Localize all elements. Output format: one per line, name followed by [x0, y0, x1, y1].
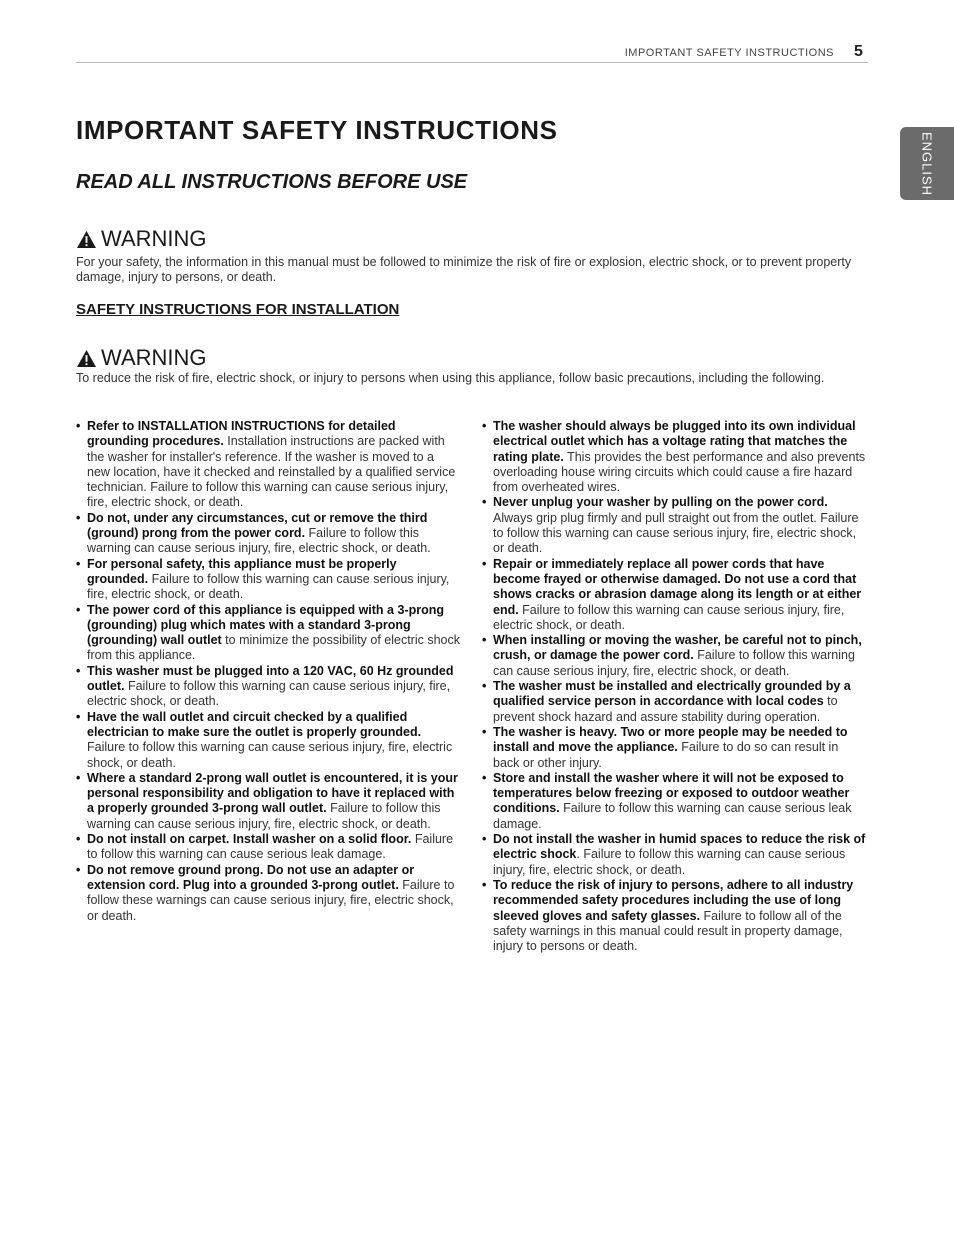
list-item: • Store and install the washer where it will not be exposed to temperatures below freezing or exposed to outdoor weather conditions. Failure to follow this warning can cause serious leak damage.	[482, 770, 852, 831]
warning-label-2: WARNING	[101, 345, 207, 370]
page-title: IMPORTANT SAFETY INSTRUCTIONS	[76, 115, 558, 145]
list-item: • The washer must be installed and electrically grounded by a qualified service person in accordance with local codes to prevent shock hazard and assure stability during operation.	[482, 679, 851, 724]
warning-label-1: WARNING	[101, 226, 207, 251]
list-item: • To reduce the risk of injury to persons, adhere to all industry recommended safety procedures including the use of long sleeved gloves and safety glasses. Failure to follow all of the safety warnings in this manual could result in property damage, injury to persons or death.	[482, 877, 854, 954]
list-item: • Repair or immediately replace all power cords that have become frayed or otherwise damaged. Do not use a cord that shows cracks or abrasion damage along its length or at either end. Failure to follow this warning can cause serious injury, fire, electric shock, or death.	[482, 556, 862, 632]
list-item: • This washer must be plugged into a 120 VAC, 60 Hz grounded outlet. Failure to follow this warning can cause serious injury, fire, electric shock, or death.	[76, 663, 454, 709]
list-item: • When installing or moving the washer, be careful not to pinch, crush, or damage the power cord. Failure to follow this warning can cause serious injury, fire, electric shock, or death.	[482, 633, 862, 678]
list-item: • Do not install on carpet. Install washer on a solid floor. Failure to follow this warning can cause serious leak damage.	[76, 832, 454, 862]
warning-heading-2	[76, 345, 207, 371]
warning-text-2: To reduce the risk of fire, electric shock, or injury to persons when using this appliance, follow basic precautions, including the following.	[76, 371, 825, 385]
list-item: • The power cord of this appliance is equipped with a 3-prong (grounding) plug which mates with a standard 3-prong (grounding) wall outlet to minimize the possibility of electric shock from this appliance.	[76, 602, 460, 663]
list-item: • The washer is heavy. Two or more people may be needed to install and move the appliance. Failure to do so can result in back or other injury.	[482, 724, 848, 770]
list-item: • For personal safety, this appliance must be properly grounded. Failure to follow this warning can cause serious injury, fire, electric shock, or death.	[76, 556, 450, 602]
list-item: • Do not install the washer in humid spaces to reduce the risk of electric shock. Failure to follow this warning can cause serious injury, fire, electric shock, or death.	[482, 832, 866, 877]
page-number: 5	[854, 43, 863, 60]
list-item: • Where a standard 2-prong wall outlet is encountered, it is your personal responsibility and obligation to have it replaced with a properly grounded 3-prong wall outlet. Failure to follow this warning can cause serious injury, fire, electric shock, or death.	[76, 770, 458, 831]
warning-triangle-icon	[76, 230, 97, 249]
language-tab	[900, 127, 954, 200]
warning-triangle-icon	[76, 349, 97, 368]
list-item: • Do not remove ground prong. Do not use an adapter or extension cord. Plug into a grounded 3-prong outlet. Failure to follow these warnings can cause serious injury, fire, electric shock, or death.	[76, 862, 455, 923]
running-header: IMPORTANT SAFETY INSTRUCTIONS	[624, 47, 834, 59]
language-tab-label: ENGLISH	[919, 131, 935, 196]
section-heading: SAFETY INSTRUCTIONS FOR INSTALLATION	[76, 301, 400, 318]
right-column	[482, 419, 866, 954]
list-item: • The washer should always be plugged into its own individual electrical outlet which has a voltage rating that matches the rating plate. This provides the best performance and also prevents overloading house wiring circuits which could cause a fire hazard from overheated wires.	[482, 419, 866, 495]
list-item: • Never unplug your washer by pulling on the power cord. Always grip plug firmly and pull straight out from the outlet. Failure to follow this warning can cause serious injury, fire, electric shock, or death.	[482, 495, 859, 556]
list-item: • Do not, under any circumstances, cut or remove the third (ground) prong from the power cord. Failure to follow this warning can cause serious injury, fire, electric shock, or death.	[76, 510, 431, 556]
header-divider	[76, 62, 868, 63]
list-item: • Have the wall outlet and circuit checked by a qualified electrician to make sure the outlet is properly grounded. Failure to follow this warning can cause serious injury, fire, electric shock, or death.	[76, 709, 453, 770]
page-subtitle: READ ALL INSTRUCTIONS BEFORE USE	[76, 171, 468, 193]
list-item: • Refer to INSTALLATION INSTRUCTIONS for detailed grounding procedures. Installation instructions are packed with the washer for installer's reference. If the washer is moved to a new location, have it checked and reinstalled by a qualified service technician. Failure to follow this warning can cause serious injury, fire, electric shock, or death.	[76, 419, 456, 510]
left-column	[76, 419, 460, 924]
warning-heading-1	[76, 226, 207, 252]
warning-text-1: For your safety, the information in this manual must be followed to minimize the risk of fire or explosion, electric shock, or to prevent property damage, injury to persons, or death.	[76, 255, 852, 285]
